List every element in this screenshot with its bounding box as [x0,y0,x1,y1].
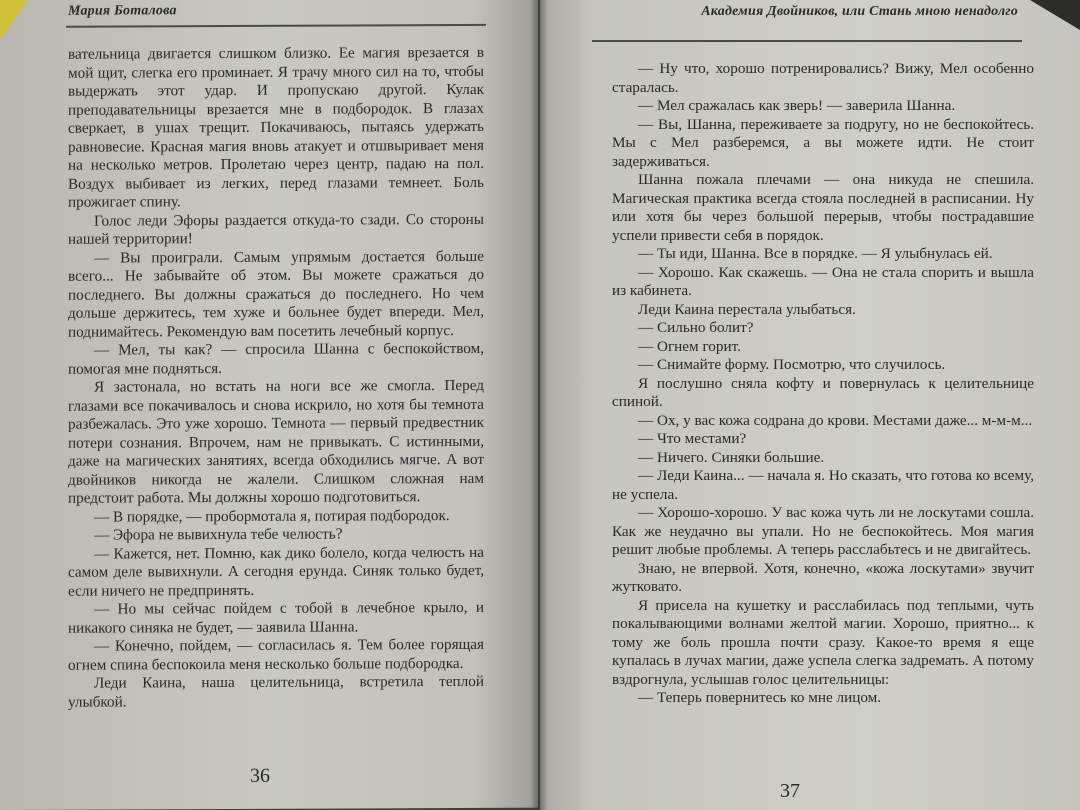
paragraph: — Мел, ты как? — спросила Шанна с беспокойством, помогая мне подняться. [68,339,484,378]
right-running-head: Академия Двойников, или Стань мною ненадолго [701,4,1018,19]
left-page [0,0,538,810]
right-page [540,0,1080,810]
paragraph: — Эфора не вывихнула тебе челюсть? [94,525,343,544]
paragraph: — Ничего. Синяки большие. [638,448,825,466]
paragraph: — Но мы сейчас пойдем с тобой в лечебное крыло, и никакого синяка не будет, — заявила Шанна. [68,598,484,637]
paragraph: — Огнем горит. [638,337,741,355]
paragraph: — Мел сражалась как зверь! — заверила Шанна. [638,97,956,114]
left-header-rule [66,24,486,27]
paragraph: — Сильно болит? [638,319,754,336]
left-body-text [68,44,484,712]
paragraph: Я застонала, но встать на ноги все же смогла. Перед глазами все покачивалось и снова искрило, но хотя бы темнота разбежалась. Это уже хорошо. Темнота — первый предвестник потери сознания. Впрочем, нам не привыкать. С истинными, даже на магических занятиях, всегда обходились мягче. А вот двойников никогда не жалели. Слишком сложная нам предстоит работа. Мы должны хорошо подготовиться. [68,376,484,507]
paragraph: — Теперь повернитесь ко мне лицом. [638,689,882,706]
left-running-head: Мария Боталова [68,3,177,19]
paragraph: — Кажется, нет. Помню, как дико болело, когда челюсть на самом деле вывихнули. А сегодня ерунда. Синяк только будет, если ничего не предпринять. [68,543,484,600]
paragraph: — Что местами? [638,430,747,447]
book-gutter [530,0,548,810]
paragraph: — Ох, у вас кожа содрана до крови. Местами даже... м-м-м... [638,411,1033,429]
paragraph: Леди Каина, наша целительница, встретила теплой улыбкой. [68,672,484,711]
paragraph: — Вы проиграли. Самым упрямым достается больше всего... Не забывайте об этом. Вы можете сражаться до последнего. Вы должны сражаться до последнего. Но чем дольше держитесь, тем хуже и больнее будет впереди. Мел, поднимайтесь. Рекомендую вам посетить лечебный корпус. [68,247,484,341]
paragraph: Я послушно сняла кофту и повернулась к целительнице спиной. [612,374,1034,410]
paragraph: — Хорошо. Как скажешь. — Она не стала спорить и вышла из кабинета. [612,263,1034,299]
paragraph: Голос леди Эфоры раздается откуда-то сзади. Со стороны нашей территории! [68,210,484,248]
paragraph: Я присела на кушетку и расслабилась под теплыми, чуть покалывающими волнами желтой магии. Хорошо, приятно... к тому же боль прошла почти сразу. Какое-то время я еще купалась в лучах магии, даже успела слегка задремать. А потому вздрогнула, услышав голос целительницы: [612,596,1034,688]
paragraph: — Леди Каина... — начала я. Но сказать, что готова ко всему, не успела. [612,467,1034,503]
paragraph: — В порядке, — пробормотала я, потирая подбородок. [94,506,450,526]
paragraph: вательница двигается слишком близко. Ее магия врезается в мой щит, слегка его проминает. Я трачу много сил на то, чтобы выдержать этот удар. И пропускаю другой. Кулак преподавательницы врезается мне в подбородок. В глазах сверкает, в ушах трещит. Покачиваюсь, пытаясь удержать равновесие. Красная магия вновь атакует и отшвыривает меня на несколько метров. Пролетаю через центр, падаю на пол. Воздух выбивает из легких, перед глазами темнеет. Боль прожигает спину. [68,43,484,211]
right-header-rule [592,40,1022,42]
paragraph: Леди Каина перестала улыбаться. [638,300,856,318]
paragraph: — Ты иди, Шанна. Все в порядке. — Я улыбнулась ей. [638,245,993,262]
left-page-number: 36 [250,764,270,787]
paragraph: — Конечно, пойдем, — согласилась я. Тем более горящая огнем спина беспокоила меня несколько больше подбородка. [68,635,484,674]
right-page-number: 37 [780,780,800,802]
paragraph: Шанна пожала плечами — она никуда не спешила. Магическая практика всегда стояла последней в расписании. Ну или хотя бы через большой перерыв, чтобы пострадавшие успели привести себя в порядок. [612,171,1034,244]
paragraph: — Вы, Шанна, переживаете за подругу, но не беспокойтесь. Мы с Мел разберемся, а вы можете идти. Не стоит задерживаться. [612,115,1034,170]
paragraph: — Ну что, хорошо потренировались? Вижу, Мел особенно старалась. [612,60,1034,96]
paragraph: — Снимайте форму. Посмотрю, что случилось. [638,356,946,373]
paragraph: — Хорошо-хорошо. У вас кожа чуть ли не лоскутами сошла. Как же неудачно вы упали. Но не беспокойтесь. Моя магия решит любые проблемы. А теперь расслабьтесь и не двигайтесь. [612,504,1034,558]
right-body-text [612,60,1034,708]
paragraph: Знаю, не впервой. Хотя, конечно, «кожа лоскутами» звучит жутковато. [612,559,1034,595]
